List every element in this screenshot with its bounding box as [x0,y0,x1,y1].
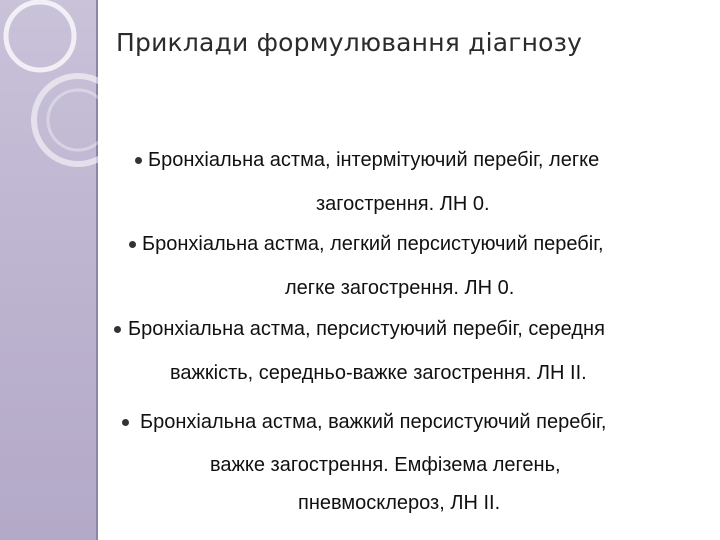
decorative-circles [0,0,120,200]
list-item-1-line-1: Бронхіальна астма, інтермітуючий перебіг, легке [148,149,600,171]
list-item-4-line-1: Бронхіальна астма, важкий персистуючий перебіг, [140,411,607,433]
list-item-3-line-2: важкість, середньо-важке загострення. ЛН II. [170,362,587,384]
bullet-icon [114,326,121,333]
slide-title: Приклади формулювання діагнозу [116,28,583,57]
bullet-icon [122,419,129,426]
bullet-icon [135,157,142,164]
list-item-4-line-3: пневмосклероз, ЛН II. [298,492,501,514]
bullet-icon [129,241,136,248]
list-item-2-line-1: Бронхіальна астма, легкий персистуючий перебіг, [142,233,604,255]
list-item-2-line-2: легке загострення. ЛН 0. [285,277,515,299]
list-item-4-line-2: важке загострення. Емфізема легень, [210,454,561,476]
list-item-1-line-2: загострення. ЛН 0. [316,193,490,215]
list-item-3-line-1: Бронхіальна астма, персистуючий перебіг, середня [128,318,605,340]
